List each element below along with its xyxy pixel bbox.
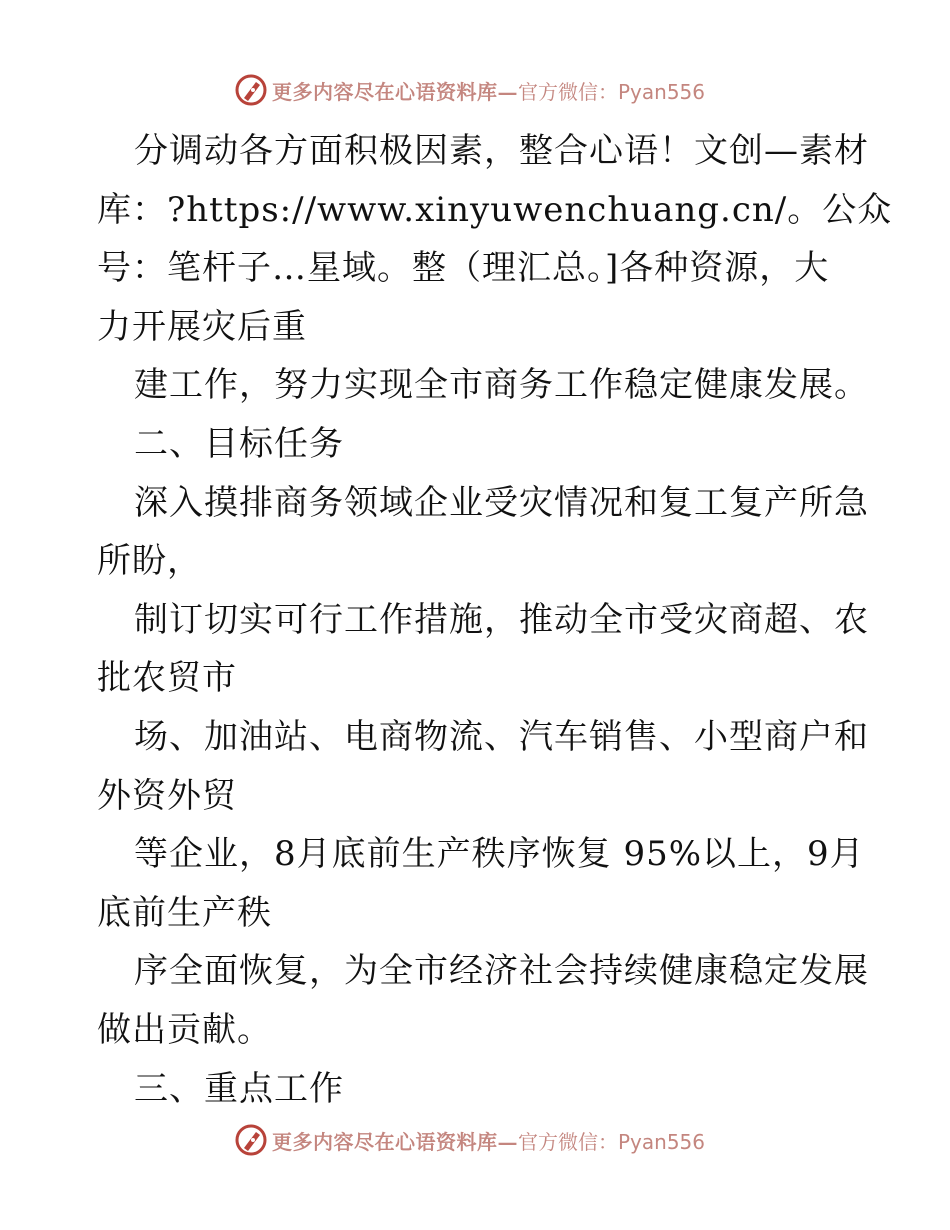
text-line: 力开展灾后重 xyxy=(97,306,307,347)
banner-wechat: 官方微信：Pyan556 xyxy=(518,1129,706,1154)
text-line: 分调动各方面积极因素，整合心语！文创—素材 xyxy=(134,131,869,171)
text-line: 做出贡献。 xyxy=(97,1009,272,1050)
banner-text: 更多内容尽在心语资料库— xyxy=(272,1129,518,1154)
text-line: 二、目标任务 xyxy=(134,423,344,464)
text-line: 等企业，8月底前生产秩序恢复 95%以上，9月 xyxy=(134,834,865,875)
text-line: 库：?https://www.xinyuwenchuang.cn/。公众 xyxy=(97,189,893,230)
text-line: 建工作，努力实现全市商务工作稳定健康发展。 xyxy=(134,365,869,406)
text-line: 所盼， xyxy=(97,541,202,582)
footer-banner xyxy=(234,1122,705,1158)
header-banner xyxy=(234,72,705,108)
banner-wechat: 官方微信：Pyan556 xyxy=(518,79,706,104)
text-line: 序全面恢复，为全市经济社会持续健康稳定发展 xyxy=(134,951,869,992)
pen-nib-circle-icon xyxy=(234,73,268,107)
text-line: 批农贸市 xyxy=(97,658,237,699)
text-line: 场、加油站、电商物流、汽车销售、小型商户和 xyxy=(134,716,869,757)
text-line: 号：笔杆子…星域。整（理汇总。]各种资源，大 xyxy=(97,248,830,289)
text-line: 制订切实可行工作措施，推动全市受灾商超、农 xyxy=(134,599,869,640)
banner-text: 更多内容尽在心语资料库— xyxy=(272,79,518,104)
text-line: 深入摸排商务领域企业受灾情况和复工复产所急 xyxy=(134,482,869,523)
pen-nib-circle-icon xyxy=(234,1123,268,1157)
document-body xyxy=(97,122,893,1118)
text-line: 外资外贸 xyxy=(97,775,237,816)
text-line: 三、重点工作 xyxy=(134,1068,344,1109)
text-line: 底前生产秩 xyxy=(97,892,272,933)
